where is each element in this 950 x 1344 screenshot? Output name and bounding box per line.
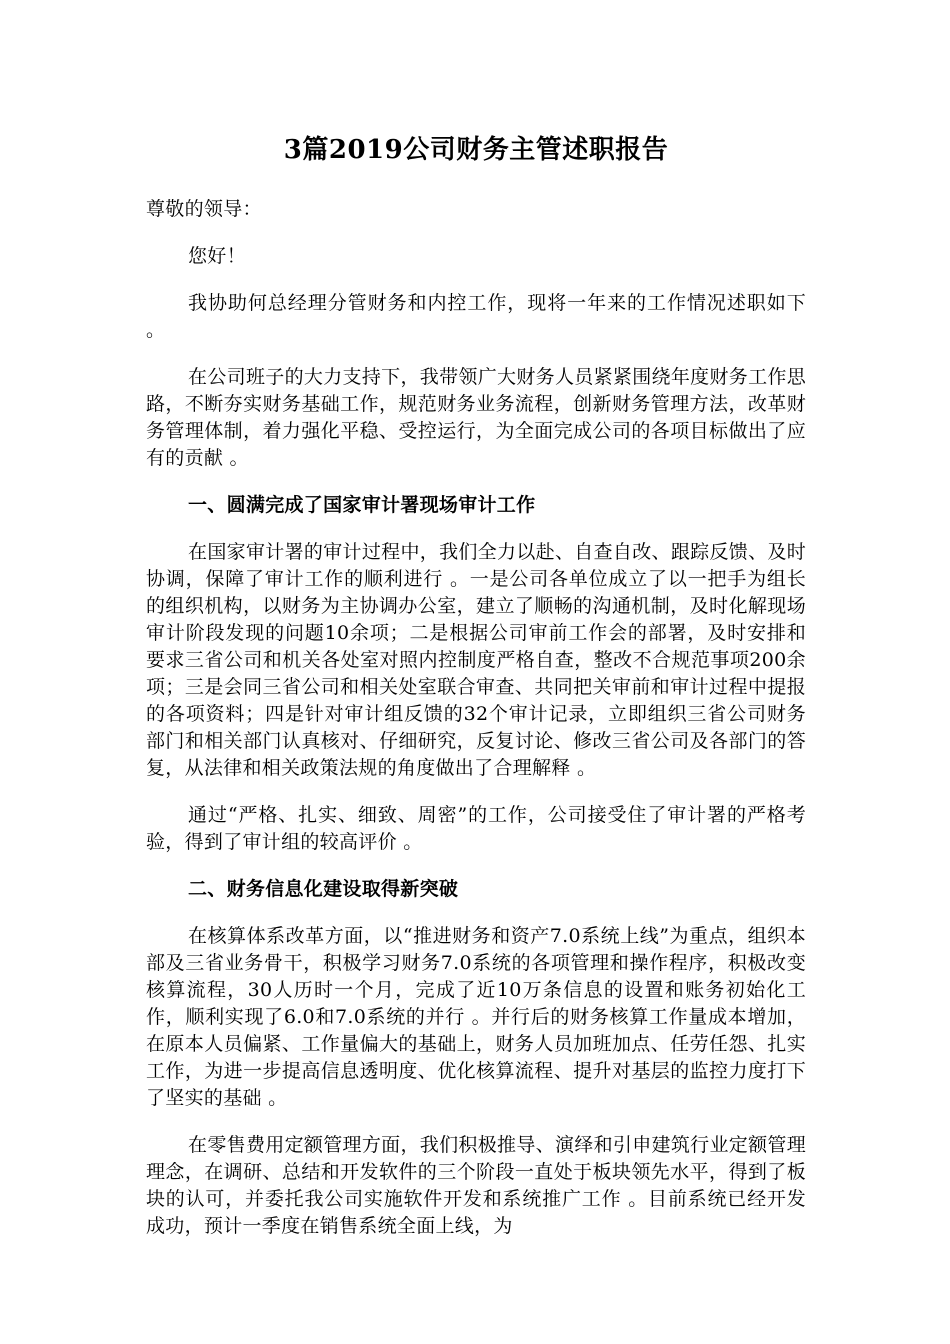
paragraph-summary: 在公司班子的大力支持下，我带领广大财务人员紧紧围绕年度财务工作思路，不断夯实财务基础工作，规范财务业务流程，创新财务管理方法，改革财务管理体制，着力强化平稳、受控运行，为全面完成公司的各项目标做出了应有的贡献 。: [146, 366, 806, 469]
paragraph-intro: 我协助何总经理分管财务和内控工作，现将一年来的工作情况述职如下 。: [146, 292, 806, 341]
section-heading-audit: 一、圆满完成了国家审计署现场审计工作: [188, 494, 536, 516]
document-title: 3篇2019公司财务主管述职报告: [283, 135, 669, 165]
paragraph-audit-result: 通过“严格、扎实、细致、周密”的工作，公司接受住了审计署的严格考验，得到了审计组的较高评价 。: [146, 804, 806, 853]
paragraph-retail-quota: 在零售费用定额管理方面，我们积极推导、演绎和引申建筑行业定额管理理念，在调研、总结和开发软件的三个阶段一直处于板块领先水平，得到了板块的认可，并委托我公司实施软件开发和系统推广工作 。目前系统已经开发成功，预计一季度在销售系统全面上线，为: [146, 1134, 806, 1237]
section-heading-informatization: 二、财务信息化建设取得新突破: [188, 878, 459, 900]
document-body: [146, 196, 806, 1260]
greeting: 您好！: [188, 245, 246, 267]
salutation: 尊敬的领导：: [146, 198, 262, 220]
paragraph-accounting-reform: 在核算体系改革方面，以“推进财务和资产7.0系统上线”为重点，组织本部及三省业务骨干，积极学习财务7.0系统的各项管理和操作程序，积极改变核算流程，30人历时一个月，完成了近10万条信息的设置和账务初始化工作，顺利实现了6.0和7.0系统的并行 。并行后的财务核算工作量成本增加，在原本人员偏紧、工作量偏大的基础上，财务人员加班加点、任劳任怨、扎实工作，为进一步提高信息透明度、优化核算流程、提升对基层的监控力度打下了坚实的基础 。: [146, 925, 806, 1109]
paragraph-audit-details: 在国家审计署的审计过程中，我们全力以赴、自查自改、跟踪反馈、及时协调，保障了审计工作的顺利进行 。一是公司各单位成立了以一把手为组长的组织机构，以财务为主协调办公室，建立了顺畅的沟通机制，及时化解现场审计阶段发现的问题10余项；二是根据公司审前工作会的部署，及时安排和要求三省公司和机关各处室对照内控制度严格自查，整改不合规范事项200余项；三是会同三省公司和相关处室联合审查、共同把关审前和审计过程中提报的各项资料；四是针对审计组反馈的32个审计记录，立即组织三省公司财务部门和相关部门认真核对、仔细研究，反复讨论、修改三省公司及各部门的答复，从法律和相关政策法规的角度做出了合理解释 。: [146, 541, 806, 779]
